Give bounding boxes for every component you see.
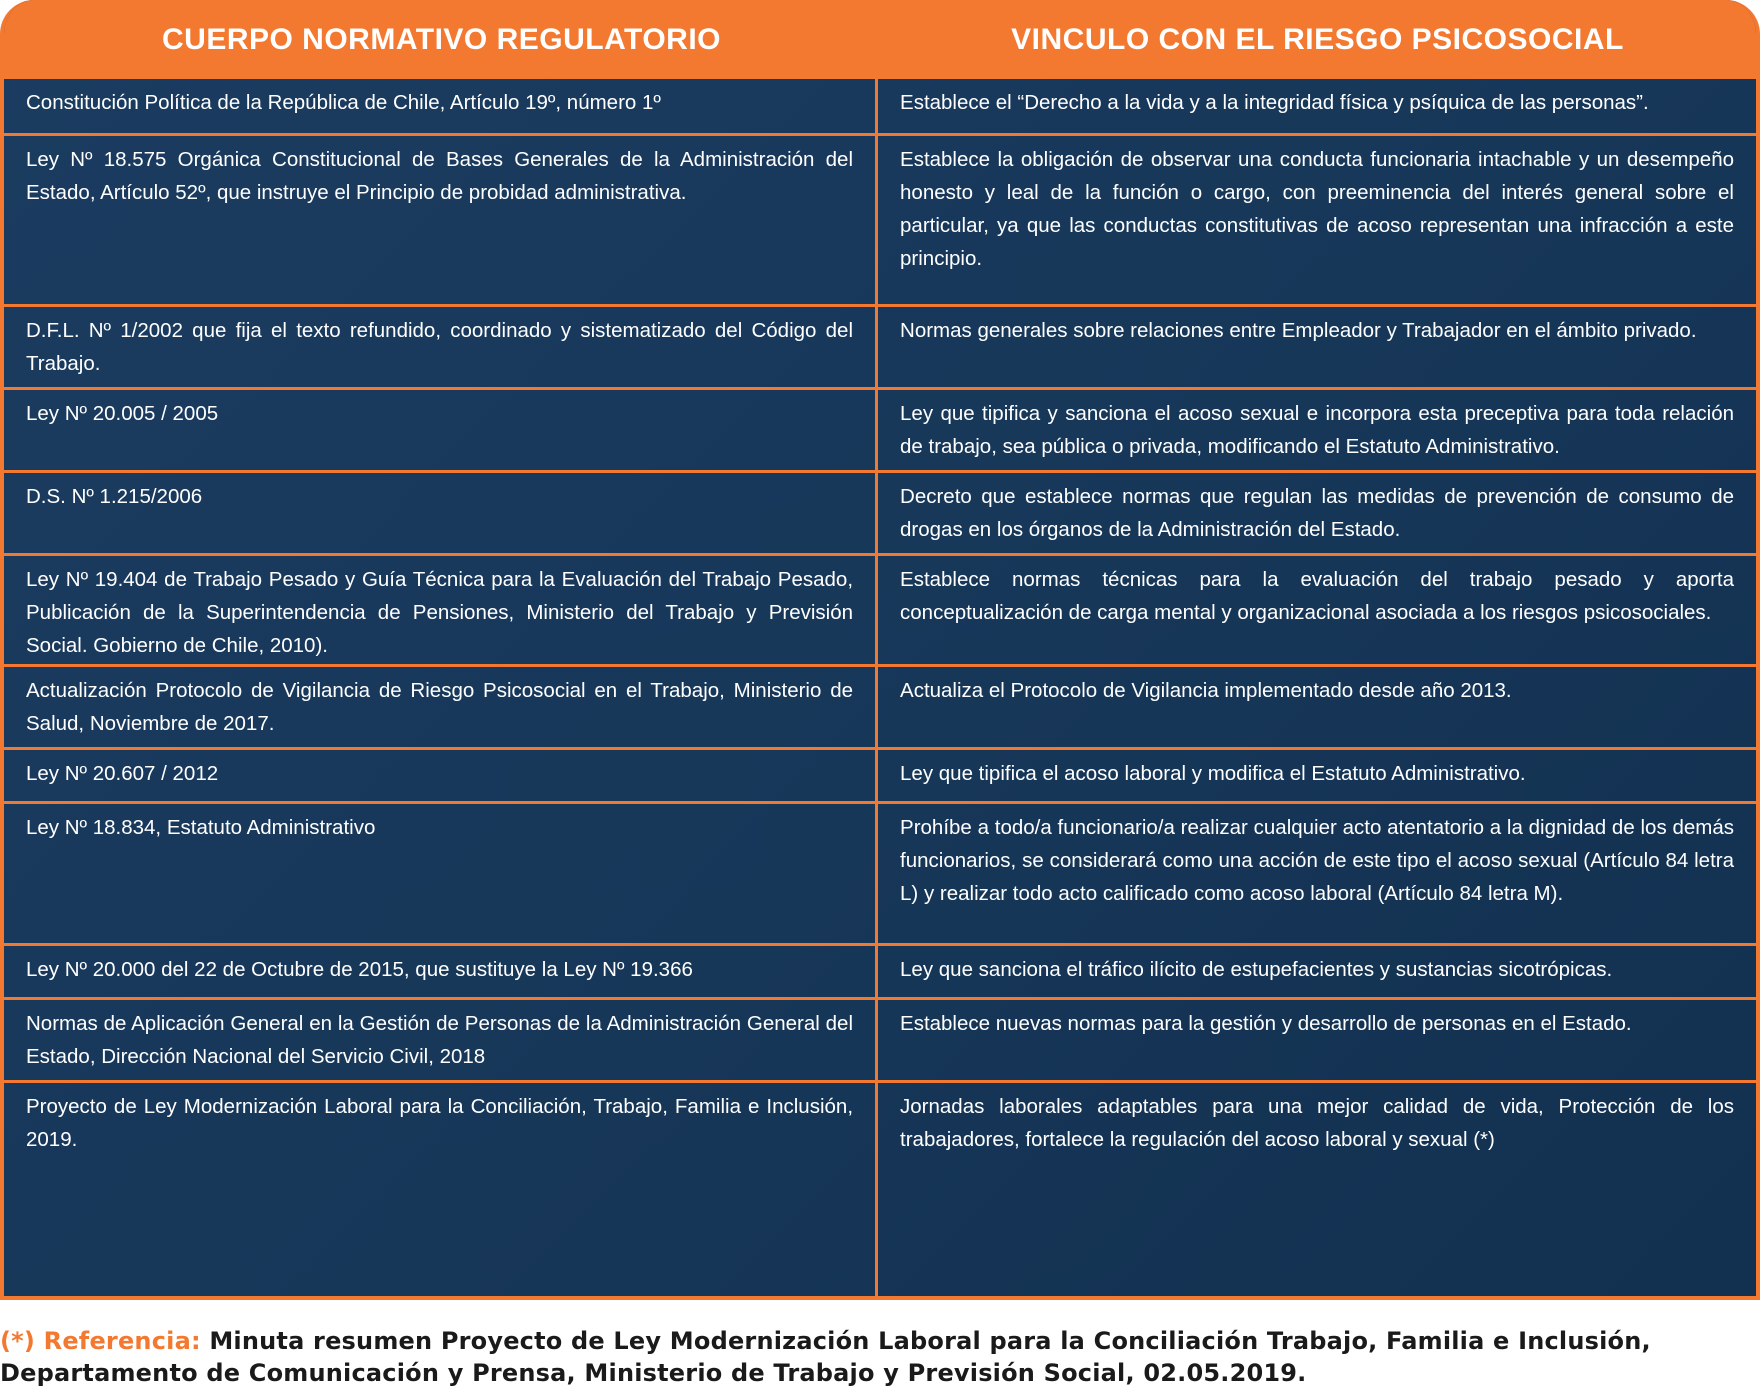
vinculo-cell: Establece nuevas normas para la gestión y desarrollo de personas en el Estado. bbox=[900, 1012, 1632, 1035]
vinculo-cell: Decreto que establece normas que regulan las medidas de prevención de consumo de drogas en los órganos de la Administración del Estado. bbox=[900, 485, 1734, 541]
table-row bbox=[4, 133, 1756, 304]
norma-cell: Ley Nº 18.834, Estatuto Administrativo bbox=[4, 804, 878, 943]
column-header-vinculo-riesgo: VINCULO CON EL RIESGO PSICOSOCIAL bbox=[1011, 22, 1624, 56]
table-row bbox=[4, 1080, 1756, 1296]
table-row bbox=[4, 664, 1756, 747]
vinculo-cell: Establece normas técnicas para la evaluación del trabajo pesado y aporta conceptualización de carga mental y organizacional asociada a los riesgos psicosociales. bbox=[900, 568, 1734, 624]
table-row bbox=[4, 304, 1756, 387]
vinculo-cell: Establece la obligación de observar una conducta funcionaria intachable y un desempeño honesto y leal de la función o cargo, con preeminencia del interés general sobre el particular, ya que las conductas constitutivas de acoso representan una infracción a este principio. bbox=[900, 148, 1734, 270]
norma-cell: D.F.L. Nº 1/2002 que fija el texto refundido, coordinado y sistematizado del Código del Trabajo. bbox=[4, 307, 878, 387]
table-row bbox=[4, 553, 1756, 664]
norma-cell: Ley Nº 20.005 / 2005 bbox=[4, 390, 878, 470]
vinculo-cell: Jornadas laborales adaptables para una mejor calidad de vida, Protección de los trabajadores, fortalece la regulación del acoso laboral y sexual (*) bbox=[900, 1095, 1734, 1151]
table-row bbox=[4, 79, 1756, 133]
table-row bbox=[4, 387, 1756, 470]
footnote-label: (*) Referencia: bbox=[0, 1327, 201, 1355]
column-header-cuerpo-normativo: CUERPO NORMATIVO REGULATORIO bbox=[161, 22, 721, 56]
vinculo-cell: Prohíbe a todo/a funcionario/a realizar cualquier acto atentatorio a la dignidad de los demás funcionarios, se considerará como una acción de este tipo el acoso sexual (Artículo 84 letra L) y realizar todo acto calificado como acoso laboral (Artículo 84 letra M). bbox=[900, 816, 1734, 905]
vinculo-cell: Actualiza el Protocolo de Vigilancia implementado desde año 2013. bbox=[900, 679, 1512, 702]
vinculo-cell: Establece el “Derecho a la vida y a la integridad física y psíquica de las personas”. bbox=[900, 91, 1649, 114]
vinculo-cell: Ley que tipifica el acoso laboral y modifica el Estatuto Administrativo. bbox=[900, 762, 1526, 785]
norma-cell: Proyecto de Ley Modernización Laboral para la Conciliación, Trabajo, Familia e Inclusión, 2019. bbox=[4, 1083, 878, 1296]
table-row bbox=[4, 747, 1756, 801]
footnote-text: Minuta resumen Proyecto de Ley Modernización Laboral para la Conciliación Trabajo, Familia e Inclusión, Departamento de Comunicación y Prensa, Ministerio de Trabajo y Previsión Social, 02.05.2019. bbox=[0, 1327, 1651, 1387]
table-row bbox=[4, 470, 1756, 553]
vinculo-cell: Ley que tipifica y sanciona el acoso sexual e incorpora esta preceptiva para toda relación de trabajo, sea pública o privada, modificando el Estatuto Administrativo. bbox=[900, 402, 1734, 458]
norma-cell: D.S. Nº 1.215/2006 bbox=[4, 473, 878, 553]
norma-cell: Ley Nº 20.000 del 22 de Octubre de 2015, que sustituye la Ley Nº 19.366 bbox=[4, 946, 878, 997]
norma-cell: Normas de Aplicación General en la Gestión de Personas de la Administración General del Estado, Dirección Nacional del Servicio Civil, 2018 bbox=[4, 1000, 878, 1080]
table-row bbox=[4, 943, 1756, 997]
norma-cell: Ley Nº 19.404 de Trabajo Pesado y Guía Técnica para la Evaluación del Trabajo Pesado, Publicación de la Superintendencia de Pensiones, Ministerio del Trabajo y Previsión Social. Gobierno de Chile, 2010). bbox=[4, 556, 878, 664]
norma-cell: Ley Nº 18.575 Orgánica Constitucional de Bases Generales de la Administración del Estado, Artículo 52º, que instruye el Principio de probidad administrativa. bbox=[4, 136, 878, 304]
table-row bbox=[4, 801, 1756, 943]
vinculo-cell: Normas generales sobre relaciones entre Empleador y Trabajador en el ámbito privado. bbox=[900, 319, 1697, 342]
vinculo-cell: Ley que sanciona el tráfico ilícito de estupefacientes y sustancias sicotrópicas. bbox=[900, 958, 1613, 981]
norma-cell: Ley Nº 20.607 / 2012 bbox=[4, 750, 878, 801]
norma-cell: Actualización Protocolo de Vigilancia de Riesgo Psicosocial en el Trabajo, Ministerio de Salud, Noviembre de 2017. bbox=[4, 667, 878, 747]
table-header bbox=[4, 0, 1756, 79]
table-row bbox=[4, 997, 1756, 1080]
reference-footnote bbox=[0, 1325, 1760, 1389]
norma-cell: Constitución Política de la República de Chile, Artículo 19º, número 1º bbox=[4, 79, 878, 133]
